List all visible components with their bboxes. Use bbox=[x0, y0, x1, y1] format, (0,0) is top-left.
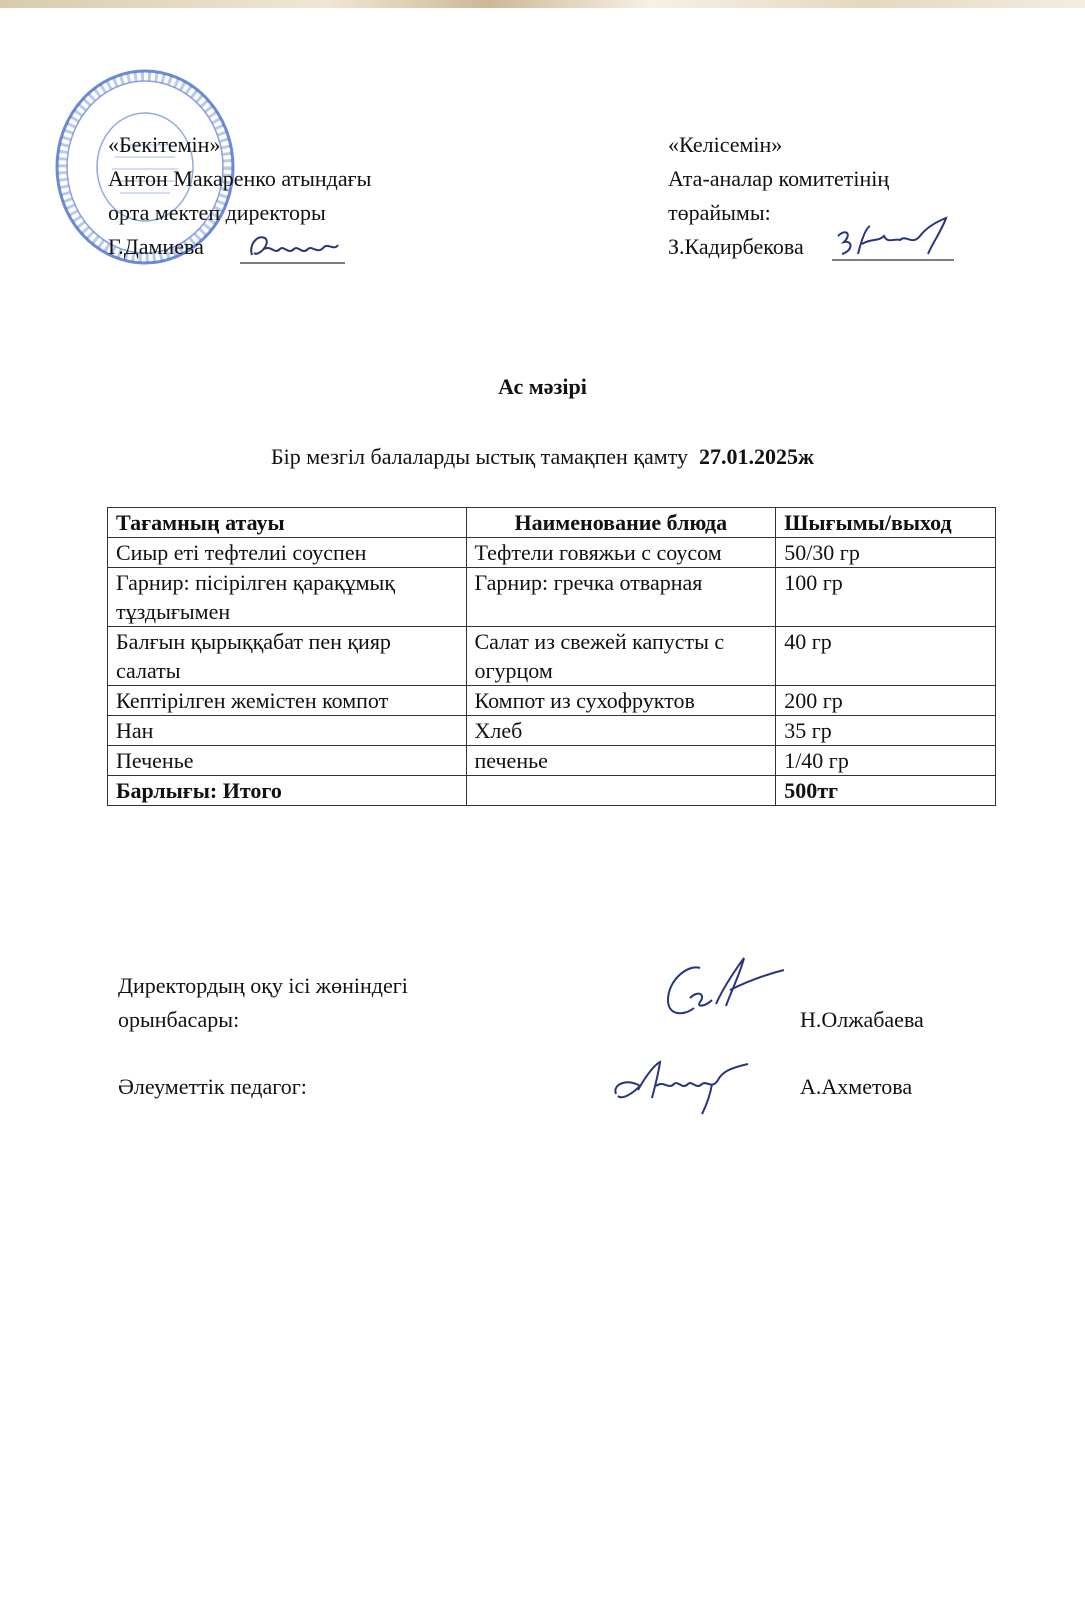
subtitle-date: 27.01.2025ж bbox=[699, 444, 814, 469]
agreement-heading: «Келісемін» bbox=[668, 132, 783, 157]
table-total-row bbox=[108, 776, 996, 806]
table-header-row bbox=[108, 508, 996, 538]
cell-yield: 1/40 гр bbox=[776, 746, 996, 776]
cell-russian-name: печенье bbox=[466, 746, 776, 776]
cell-russian-name: Хлеб bbox=[466, 716, 776, 746]
agreement-name: З.Кадирбекова bbox=[668, 234, 804, 259]
subtitle-text: Бір мезгіл балаларды ыстық тамақпен қамту bbox=[271, 444, 689, 469]
cell-kazakh-name: Кептірілген жемістен компот bbox=[108, 686, 467, 716]
menu-table bbox=[107, 507, 996, 806]
agreement-line2: төрайымы: bbox=[668, 200, 771, 225]
social-pedagog-name: А.Ахметова bbox=[800, 1074, 913, 1099]
header-russian-name: Наименование блюда bbox=[466, 508, 776, 538]
cell-yield: 100 гр bbox=[776, 568, 996, 627]
cell-yield: 35 гр bbox=[776, 716, 996, 746]
social-pedagog-signature bbox=[608, 1050, 758, 1120]
approval-line1: Антон Макаренко атындағы bbox=[108, 166, 372, 191]
total-label: Барлығы: Итого bbox=[108, 776, 467, 806]
table-row bbox=[108, 568, 996, 627]
total-value: 500тг bbox=[776, 776, 996, 806]
total-empty bbox=[466, 776, 776, 806]
cell-kazakh-name: Печенье bbox=[108, 746, 467, 776]
committee-signature bbox=[832, 214, 962, 266]
director-signature bbox=[240, 225, 350, 267]
cell-kazakh-name: Гарнир: пісірілген қарақұмық тұздығымен bbox=[108, 568, 467, 627]
cell-russian-name: Гарнир: гречка отварная bbox=[466, 568, 776, 627]
cell-russian-name: Компот из сухофруктов bbox=[466, 686, 776, 716]
social-pedagog-label: Әлеуметтік педагог: bbox=[118, 1074, 307, 1099]
cell-yield: 200 гр bbox=[776, 686, 996, 716]
approval-line2: орта мектеп директоры bbox=[108, 200, 326, 225]
approval-heading: «Бекітемін» bbox=[108, 132, 221, 157]
cell-yield: 40 гр bbox=[776, 627, 996, 686]
page-subtitle bbox=[0, 444, 1085, 470]
deputy-signature bbox=[660, 950, 790, 1030]
cell-russian-name: Салат из свежей капусты с огурцом bbox=[466, 627, 776, 686]
cell-yield: 50/30 гр bbox=[776, 538, 996, 568]
header-yield: Шығымы/выход bbox=[776, 508, 996, 538]
table-row bbox=[108, 686, 996, 716]
deputy-name: Н.Олжабаева bbox=[800, 1007, 924, 1032]
deputy-label-line1: Директордың оқу ісі жөніндегі bbox=[118, 973, 408, 998]
approval-name: Г.Дамиева bbox=[108, 234, 204, 259]
deputy-label-line2: орынбасары: bbox=[118, 1007, 240, 1032]
top-edge-strip bbox=[0, 0, 1085, 8]
page-title: Ас мәзірі bbox=[498, 374, 587, 399]
table-row bbox=[108, 538, 996, 568]
table-row bbox=[108, 627, 996, 686]
deputy-label bbox=[118, 969, 408, 1037]
cell-russian-name: Тефтели говяжьи с соусом bbox=[466, 538, 776, 568]
table-row bbox=[108, 746, 996, 776]
cell-kazakh-name: Балғын қырыққабат пен қияр салаты bbox=[108, 627, 467, 686]
header-kazakh-name: Тағамның атауы bbox=[108, 508, 467, 538]
cell-kazakh-name: Нан bbox=[108, 716, 467, 746]
agreement-line1: Ата-аналар комитетінің bbox=[668, 166, 890, 191]
cell-kazakh-name: Сиыр еті тефтелиі соуспен bbox=[108, 538, 467, 568]
table-row bbox=[108, 716, 996, 746]
